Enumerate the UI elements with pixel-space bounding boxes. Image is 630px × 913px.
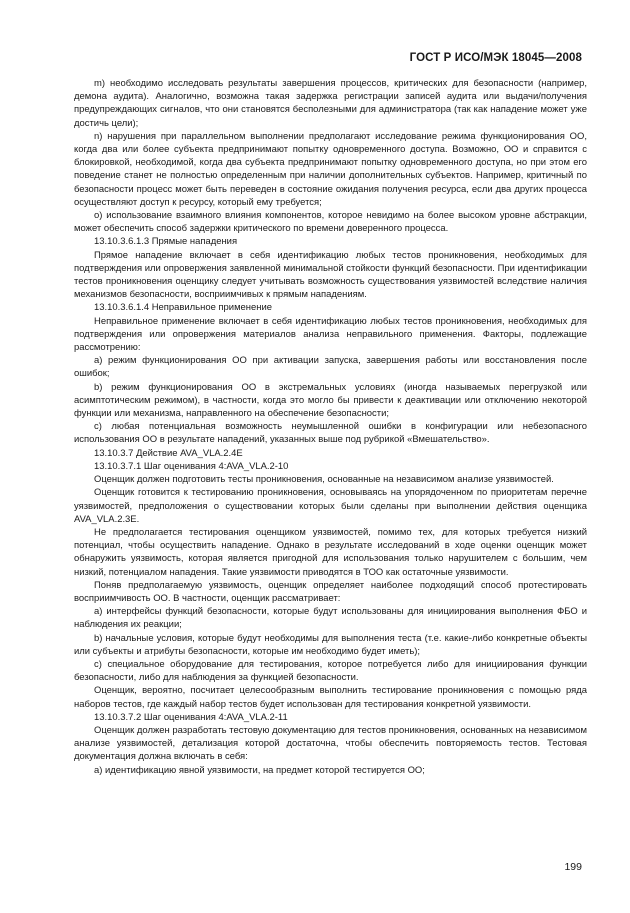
list-item: a) режим функционирования ОО при активации запуска, завершения работы или восстановления после ошибок; [74, 355, 587, 380]
section-heading: 13.10.3.7.1 Шаг оценивания 4:AVA_VLA.2-10 [94, 460, 289, 472]
standard-header: ГОСТ Р ИСО/МЭК 18045—2008 [409, 52, 582, 64]
list-item: a) интерфейсы функций безопасности, которые будут использованы для инициирования выполнения ФБО и наблюдения их реакции; [74, 606, 587, 631]
list-item: b) режим функционирования ОО в экстремальных условиях (иногда называемых перегрузкой или асимптотическим режимом), в частности, когда это могло бы привести к деактивации или отключению некоторой функции или механизма, направленного на обеспечение безопасности; [74, 381, 587, 420]
paragraph: Неправильное применение включает в себя идентификацию любых тестов проникновения, необходимых для подтверждения или опровержения материалов анализа неправильного применения. Факторы, подлежащие рассмотрению: [74, 315, 587, 354]
paragraph: Прямое нападение включает в себя идентификацию любых тестов проникновения, необходимых для подтверждения или опровержения заявленной минимальной стойкости функций безопасности. При идентификации тестов проникновения оценщику следует учитывать возможность существования уязвимостей вследствие наличия механизмов безопасности, восприимчивых к прямым нападениям. [74, 249, 587, 301]
paragraph-item-o: o) использование взаимного влияния компонентов, которое невидимо на более высоком уровне абстракции, может обеспечить способ задержки критического по времени доверенного процесса. [74, 210, 587, 235]
paragraph: Оценщик готовится к тестированию проникновения, основываясь на упорядоченном по приоритетам перечне уязвимостей, предположения о существовании которых были сделаны при выполнении действия оценщика AVA_VLA.2.3E. [74, 487, 587, 525]
list-item: b) начальные условия, которые будут необходимы для выполнения теста (т.е. какие-либо конкретные объекты или субъекты и атрибуты безопасности, которые им необходимо будет иметь); [74, 632, 587, 657]
section-heading: 13.10.3.6.1.4 Неправильное применение [94, 302, 272, 314]
list-item: c) любая потенциальная возможность неумышленной ошибки в конфигурации или небезопасного использования ОО в результате нападений, указанных выше под рубрикой «Вмешательство». [74, 421, 587, 446]
paragraph: Оценщик должен разработать тестовую документацию для тестов проникновения, основанных на независимом анализе уязвимостей, детализация которой достаточна, чтобы обеспечить повторяемость тестов. Тестовая документация должна включать в себя: [74, 724, 587, 763]
paragraph: Оценщик должен подготовить тесты проникновения, основанные на независимом анализе уязвимостей. [94, 474, 554, 486]
section-heading: 13.10.3.6.1.3 Прямые нападения [94, 236, 238, 248]
document-body [74, 77, 587, 777]
section-heading: 13.10.3.7 Действие AVA_VLA.2.4E [94, 447, 243, 459]
section-heading: 13.10.3.7.2 Шаг оценивания 4:AVA_VLA.2-11 [94, 711, 288, 723]
list-item: a) идентификацию явной уязвимости, на предмет которой тестируется ОО; [94, 764, 425, 776]
page-number: 199 [564, 861, 582, 873]
list-item: c) специальное оборудование для тестирования, которое потребуется либо для инициирования функции безопасности, либо для наблюдения за функцией безопасности. [74, 658, 587, 684]
paragraph: Не предполагается тестирования оценщиком уязвимостей, помимо тех, для которых требуется низкий потенциал, чтобы осуществить нападение. Однако в результате исследований в ходе оценки оценщик может обнаружить уязвимость, которая является пригодной для использования только нарушителем с большим, чем низкий, потенциалом нападения. Такие уязвимости приводятся в ТОО как остаточные уязвимости. [74, 526, 587, 578]
paragraph: Поняв предполагаемую уязвимость, оценщик определяет наиболее подходящий способ протестировать восприимчивость ОО. В частности, оценщик рассматривает: [74, 579, 587, 604]
paragraph-item-n: n) нарушения при параллельном выполнении предполагают исследование режима функционирования ОО, когда два или более субъекта предпринимают попытку одновременного доступа. Возможно, ОО и справится с блокировкой, необходимой, когда два субъекта предпринимают попытку одновременного доступа, но при этом его поведение станет не полностью определенным при наличии дополнительных субъектов. Например, критичный по безопасности процесс может быть переведен в состояние ожидания получения ресурса, если два других процесса осуществляют доступ к ресурсу, который ему требуется; [74, 130, 587, 208]
paragraph: Оценщик, вероятно, посчитает целесообразным выполнить тестирование проникновения с помощью ряда наборов тестов, где каждый набор тестов будет использован для тестирования конкретной уязвимости. [74, 685, 587, 710]
paragraph-item-m: m) необходимо исследовать результаты завершения процессов, критических для безопасности (например, демона аудита). Аналогично, возможна такая задержка регистрации записей аудита или выдачи/получения предупреждающих сигналов, что они становятся бесполезными для администратора (так как нападение может уже достичь цели); [74, 78, 587, 129]
